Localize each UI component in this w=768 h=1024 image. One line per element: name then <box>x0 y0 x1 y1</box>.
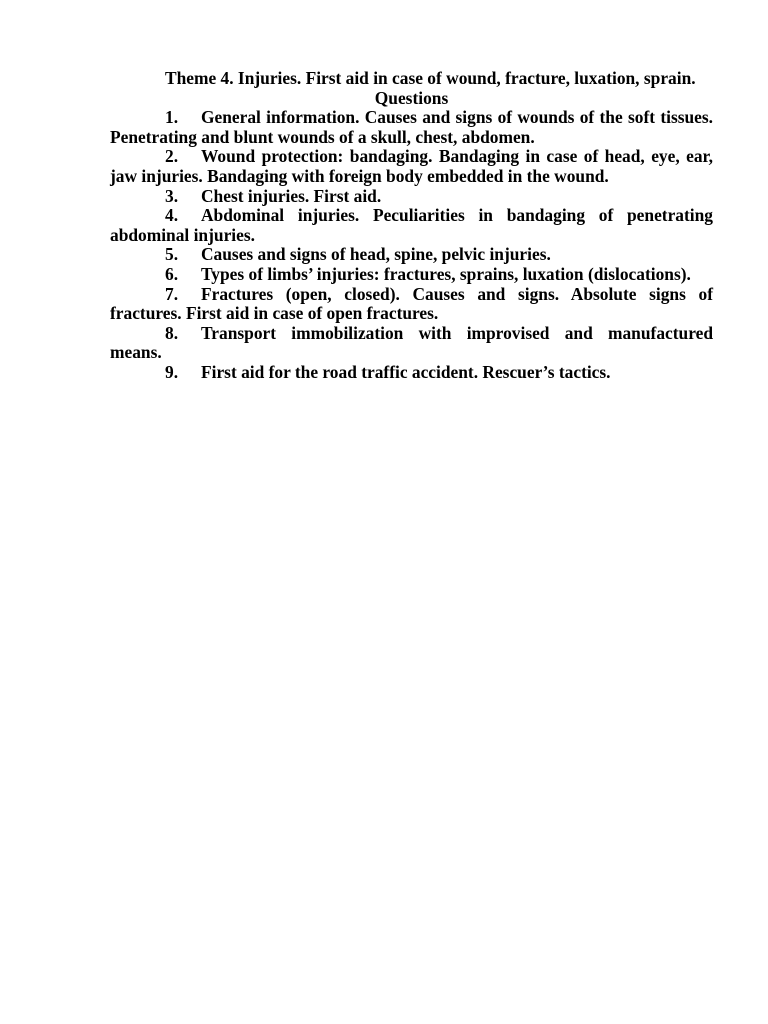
question-number: 6. <box>165 263 179 284</box>
question-text: General information. Causes and signs of wounds of the soft tissues. Penetrating and blunt wounds of a skull, chest, abdomen. <box>110 107 713 147</box>
question-number: 4. <box>165 205 179 226</box>
question-item <box>110 245 713 265</box>
question-number: 3. <box>165 185 179 206</box>
question-number: 1. <box>165 107 179 128</box>
question-text: Chest injuries. First aid. <box>201 185 382 206</box>
question-text: Causes and signs of head, spine, pelvic injuries. <box>201 244 551 265</box>
question-number: 9. <box>165 361 179 382</box>
questions-heading: Questions <box>374 87 449 108</box>
question-item <box>110 187 713 207</box>
question-number: 2. <box>165 146 179 167</box>
question-item <box>110 108 713 147</box>
document-page <box>110 69 713 383</box>
question-text: Transport immobilization with improvised and manufactured means. <box>110 322 713 363</box>
question-text: Wound protection: bandaging. Bandaging in case of head, eye, ear, jaw injuries. Bandaging with foreign body embedded in the wound. <box>110 146 713 186</box>
question-number: 8. <box>165 322 179 343</box>
question-text: First aid for the road traffic accident. Rescuer’s tactics. <box>201 361 611 382</box>
question-item <box>110 265 713 285</box>
question-item <box>110 363 713 383</box>
question-number: 7. <box>165 283 179 304</box>
theme-title: Theme 4. Injuries. First aid in case of wound, fracture, luxation, sprain. <box>165 68 696 88</box>
question-item <box>110 285 713 324</box>
question-item <box>110 324 713 363</box>
question-text: Abdominal injuries. Peculiarities in bandaging of penetrating abdominal injuries. <box>110 205 713 245</box>
question-text: Fractures (open, closed). Causes and signs. Absolute signs of fractures. First aid in case of open fractures. <box>110 283 713 324</box>
question-item <box>110 206 713 245</box>
question-item <box>110 147 713 186</box>
question-text: Types of limbs’ injuries: fractures, sprains, luxation (dislocations). <box>201 263 691 284</box>
question-number: 5. <box>165 244 179 265</box>
